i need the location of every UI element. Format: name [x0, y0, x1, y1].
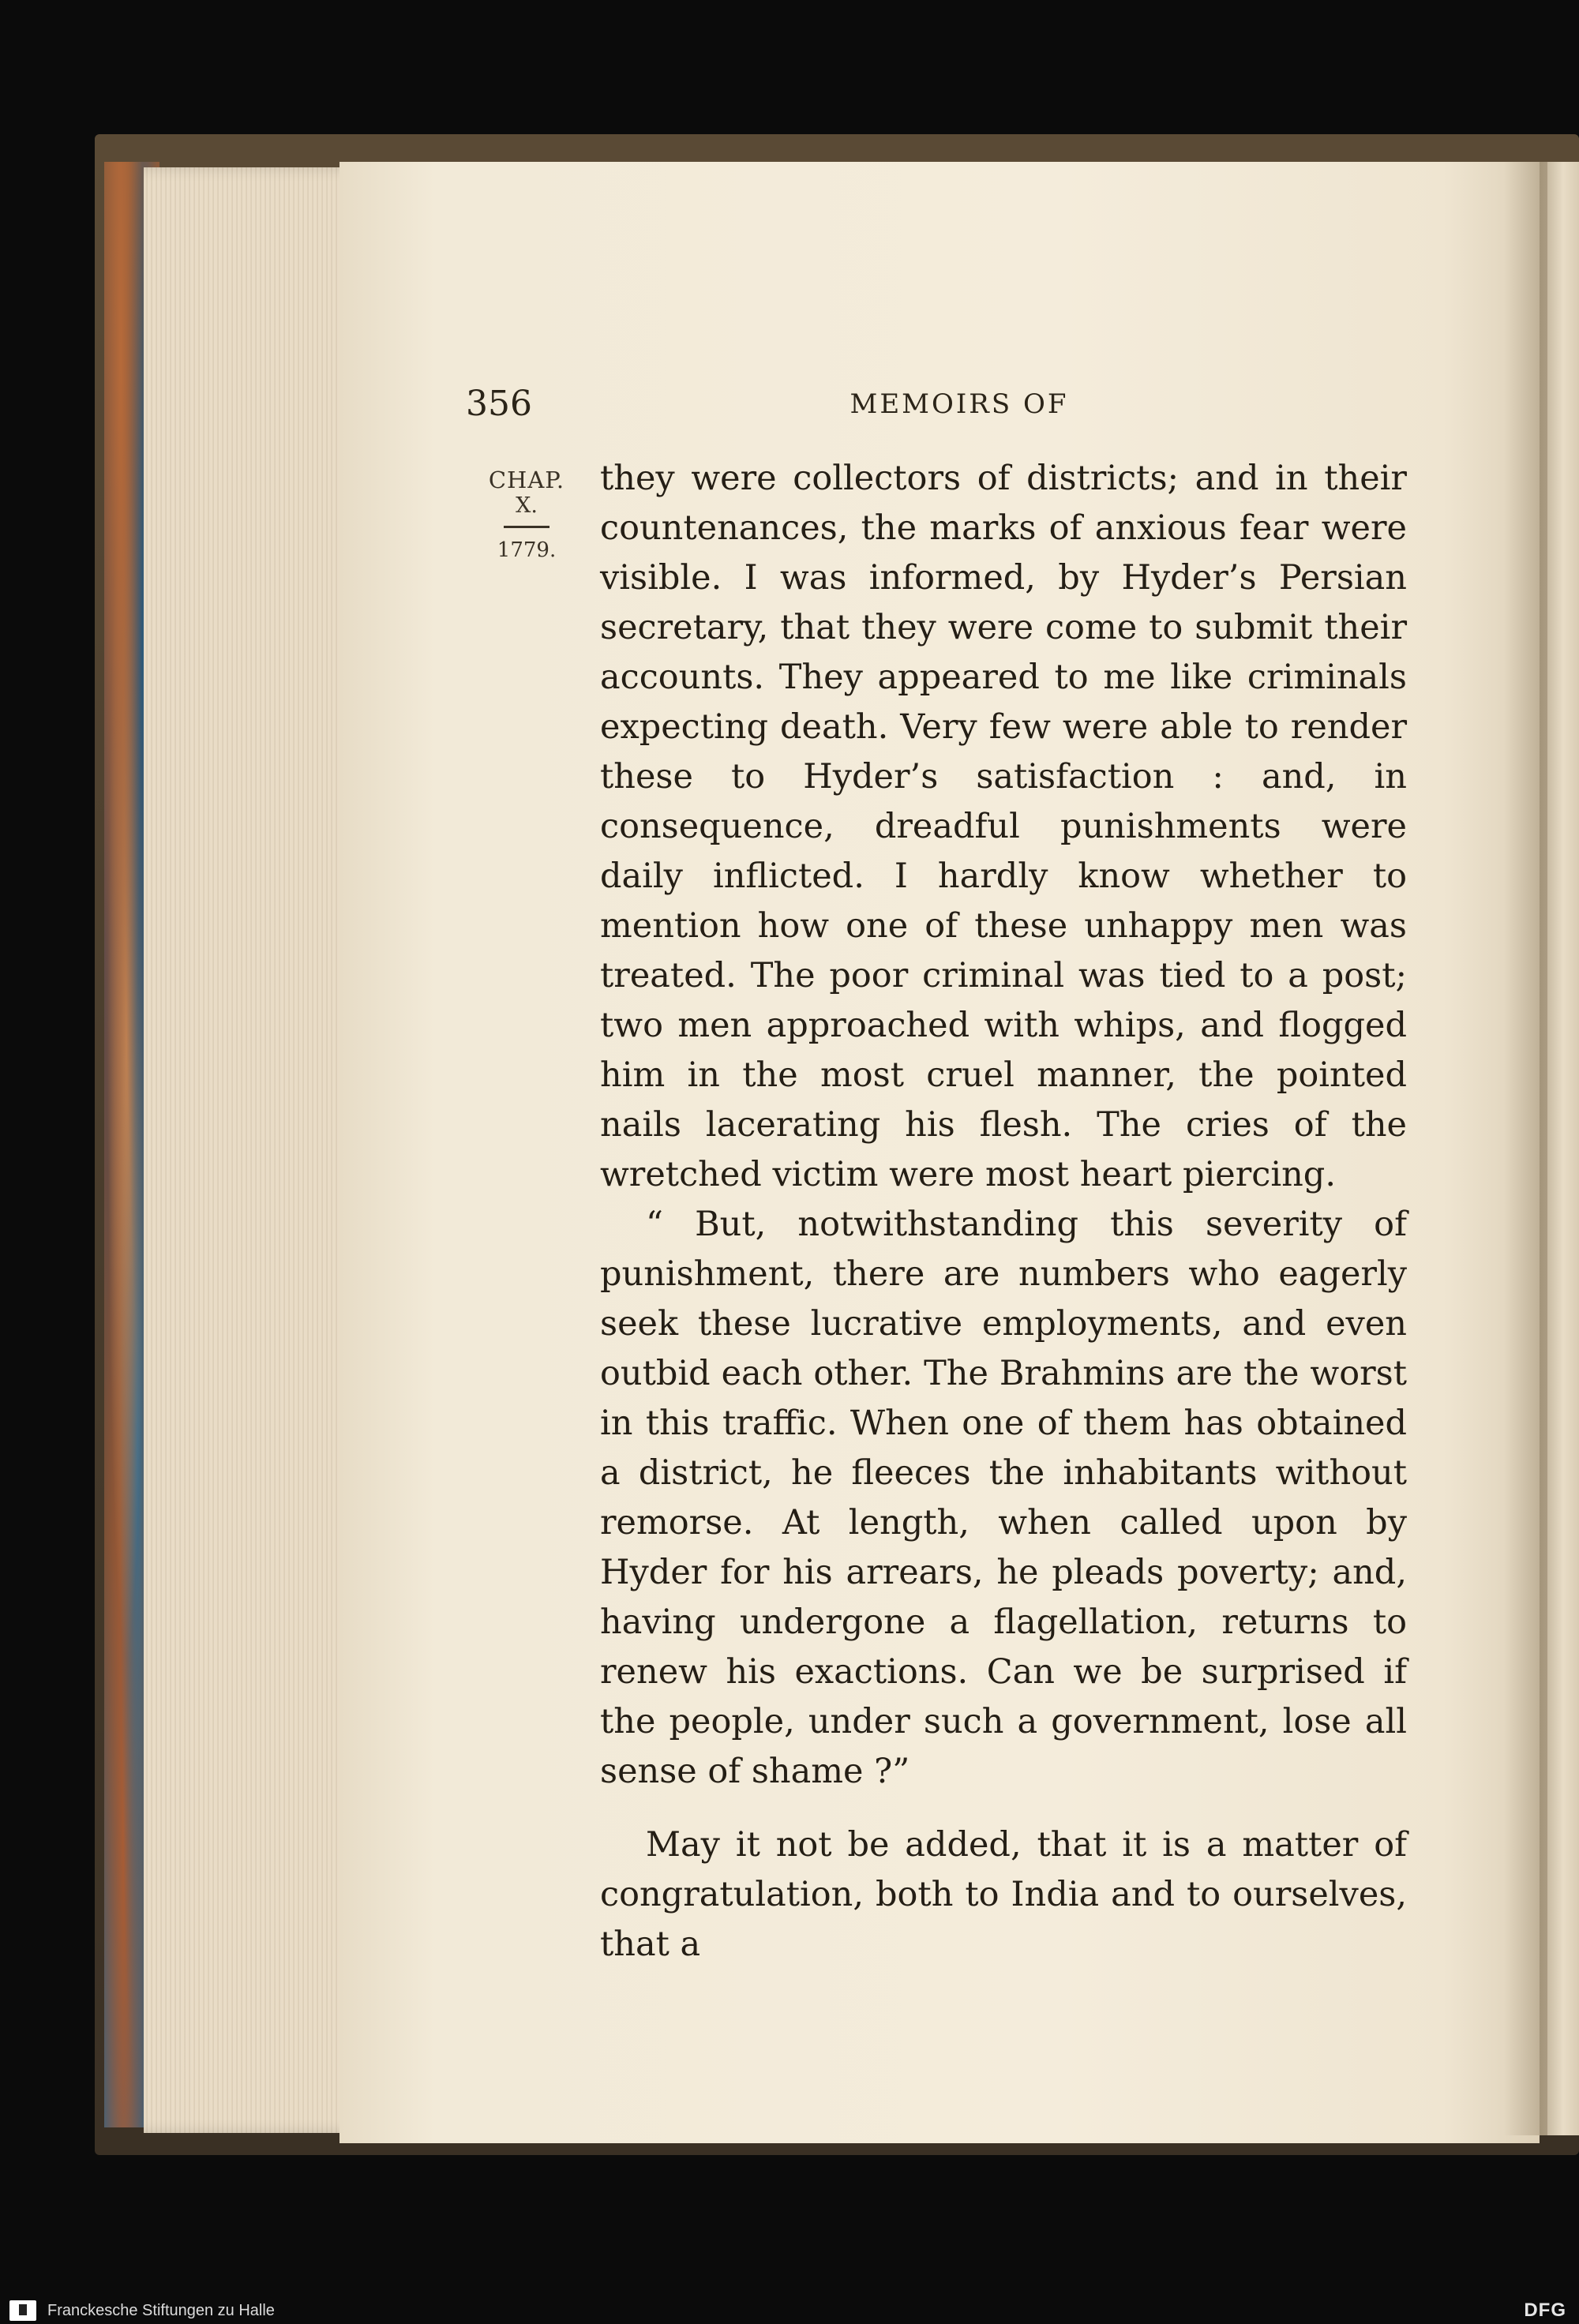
running-head: [466, 384, 1405, 428]
page-number: 356: [466, 384, 532, 424]
institution-name: Franckesche Stiftungen zu Halle: [47, 2302, 275, 2319]
paragraph-1: they were collectors of districts; and in their countenances, the marks of anxious fear were visible. I was informed, by Hyder’s Persian secretary, that they were come to submit their accounts. They appeared to me like criminals expecting death. Very few were able to render these to Hyder’s satisfaction : and, in consequence, dreadful punishments were daily inflicted. I hardly know whether to mention how one of these unhappy men was treated. The poor criminal was tied to a post; two men approached with whips, and flogged him in the most cruel manner, the pointed nails lacerating his flesh. The cries of the wretched victim were most heart piercing.: [600, 459, 1407, 1194]
margin-rule: [504, 526, 549, 528]
chapter-label: CHAP.: [488, 467, 565, 493]
chapter-number: X.: [516, 493, 538, 519]
institution-logo-icon: [9, 2300, 36, 2321]
margin-year: 1779.: [497, 538, 557, 563]
page-edges: [144, 167, 365, 2133]
gutter-shadow: [1504, 162, 1547, 2135]
dfg-badge: DFG: [1524, 2300, 1566, 2321]
running-title: MEMOIRS OF: [850, 388, 1069, 420]
paragraph-2: “ But, notwithstanding this severity of punishment, there are numbers who eagerly seek these lucrative employments, and even outbid each other. The Brahmins are the worst in this traffic. When one of them has obtained a district, he fleeces the inhabitants without remorse. At length, when called upon by Hyder for his arrears, he pleads poverty; and, having undergone a flagellation, returns to renew his exactions. Can we be surprised if the people, under such a government, lose all sense of shame ?”: [600, 1205, 1407, 1791]
footer-bar: [0, 2297, 1579, 2324]
margin-note: [483, 467, 570, 563]
body-text: [600, 454, 1407, 1970]
paragraph-3: May it not be added, that it is a matter of congratulation, both to India and to ourselves, that a: [600, 1825, 1407, 1964]
